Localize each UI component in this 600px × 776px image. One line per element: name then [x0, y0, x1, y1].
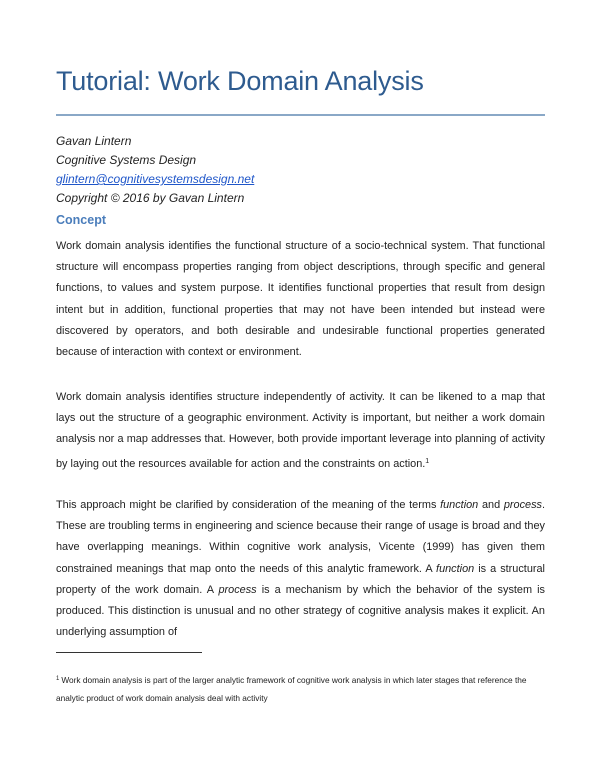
paragraph-2-text: Work domain analysis identifies structure independently of activity. It can be likened to a map that lays out the structure of a geographic environment. Activity is important, but neither a work domain analysis nor a map addresses that. However, both provide important leverage into planning of activity by laying out the resources available for action and the constraints on action.: [56, 391, 545, 470]
document-title: Tutorial: Work Domain Analysis: [56, 66, 424, 96]
paragraph-3-text: is a structural property of the work domain. A: [56, 562, 545, 596]
author-organization: Cognitive Systems Design: [56, 153, 197, 167]
author-name: Gavan Lintern: [56, 134, 132, 148]
footnote-text: Work domain analysis is part of the larger analytic framework of cognitive work analysis in which later stages that reference the analytic product of work domain analysis deal with activity: [56, 675, 527, 703]
copyright-notice: Copyright © 2016 by Gavan Lintern: [56, 191, 245, 205]
term-function: function: [436, 562, 475, 575]
paragraph-1: Work domain analysis identifies the functional structure of a socio-technical system. That functional structure will encompass properties ranging from object descriptions, through specific and general functions, to values and system purpose. It identifies functional properties that result from design intent but in addition, functional properties that may not have been intended but instead were discovered by operators, and both desirable and undesirable functional properties generated because of interaction with context or environment.: [56, 240, 545, 359]
title-underline: [56, 114, 545, 116]
paragraph-3-text: and: [478, 499, 504, 511]
paragraph-3-text: This approach might be clarified by consideration of the meaning of the terms: [56, 499, 441, 511]
footnote-number: 1: [56, 676, 60, 682]
section-heading-concept: Concept: [56, 213, 106, 227]
footnote-reference[interactable]: 1: [425, 457, 430, 465]
footnote-separator: [56, 652, 202, 653]
paragraph-2: [56, 387, 545, 475]
paragraph-3: [56, 495, 545, 643]
term-function: function: [440, 499, 479, 511]
author-block: [56, 132, 254, 208]
paragraph-3-text: . These are troubling terms in engineering and science because their range of usage is broad and they have overlapping meanings. Within cognitive work analysis, Vicente (1999) has given them constrained meanings that map onto the needs of this analytic framework. A: [56, 499, 545, 575]
author-email-link[interactable]: glintern@cognitivesystemsdesign.net: [56, 172, 255, 186]
paragraph-3-text: is a mechanism by which the behavior of the system is produced. This distinction is unusual and no other strategy of cognitive analysis makes it explicit. An underlying assumption of: [56, 583, 545, 639]
term-process: process: [503, 499, 542, 511]
footnote: [56, 670, 545, 707]
term-process: process: [218, 583, 257, 596]
